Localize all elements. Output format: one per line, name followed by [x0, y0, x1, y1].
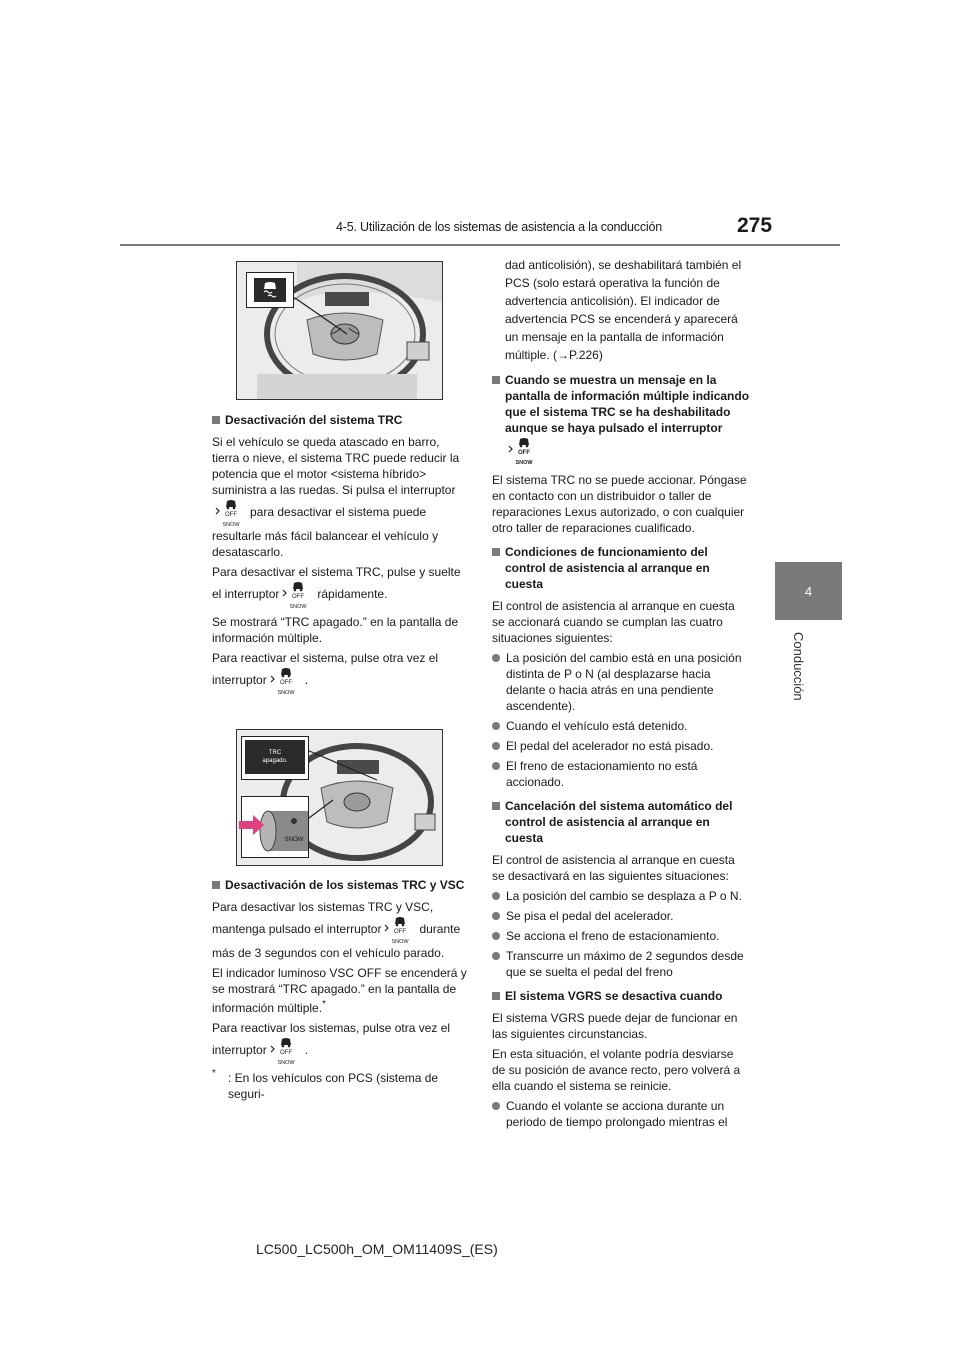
heading-trc-vsc-off: Desactivación de los sistemas TRC y VSC [212, 877, 468, 893]
chapter-number: 4 [804, 583, 813, 599]
figure-dashboard-trc-off-message [236, 729, 443, 866]
paragraph: Para desactivar los sistemas TRC y VSC, mantenga pulsado el interruptor durante más de 3 segundos con el vehículo parado. [212, 900, 461, 960]
trc-label: TRC [268, 750, 282, 756]
paragraph: Se mostrará “TRC apagado.” en la pantalla de información múltiple. [212, 615, 459, 645]
paragraph: El indicador luminoso VSC OFF se encenderá y se mostrará “TRC apagado.” en la pantalla de información múltiple.* [212, 966, 467, 1015]
chapter-label: Conducción [791, 632, 806, 701]
paragraph: Para reactivar el sistema, pulse otra vez el interruptor . [212, 650, 468, 696]
paragraph: Si el vehículo se queda atascado en barro, tierra o nieve, el sistema TRC puede reducir la potencia que el motor <sistema híbrido> suministra a las ruedas. Si pulsa el interruptorpara desactivar el sistema puede resultarle más fácil balancear el vehículo y desatascarlo. [212, 435, 460, 559]
trc-off-snow-switch-icon [384, 915, 416, 945]
paragraph: El sistema VGRS puede dejar de funcionar en las siguientes circunstancias. [492, 1011, 738, 1041]
trc-off-snow-switch-icon [508, 436, 540, 466]
paragraph: En esta situación, el volante podría desviarse de su posición de avance recto, pero volverá a ella cuando el sistema se reinicie. [492, 1047, 741, 1093]
list-item: Se pisa el pedal del acelerador. [492, 908, 750, 924]
trc-off-snow-switch-icon [270, 666, 302, 696]
list-item: Transcurre un máximo de 2 segundos desde que se suelta el pedal del freno [492, 948, 750, 980]
page-number: 275 [737, 214, 773, 237]
heading-hill-start-conditions: Condiciones de funcionamiento del control de asistencia al arranque en cuesta [492, 544, 750, 592]
paragraph: Para reactivar los sistemas, pulse otra vez el interruptor . [212, 1020, 468, 1066]
trc-off-snow-switch-icon [282, 580, 314, 610]
trc-off-snow-switch-icon [215, 498, 247, 528]
arrow-right-icon [239, 814, 265, 836]
list-item: Cuando el volante se acciona durante un periodo de tiempo prolongado mientras el [492, 1098, 750, 1130]
multi-info-display-callout [241, 736, 309, 780]
heading-trc-off: Desactivación del sistema TRC [212, 412, 468, 428]
trc-indicator-callout [246, 272, 294, 308]
slip-indicator-icon [260, 281, 280, 299]
footnote-marker: * [322, 999, 326, 1010]
list-item: La posición del cambio se desplaza a P o N. [492, 888, 750, 904]
heading-vgrs-off: El sistema VGRS se desactiva cuando [492, 988, 750, 1004]
left-column-top [212, 404, 468, 700]
chapter-tab[interactable] [775, 562, 842, 620]
paragraph: El control de asistencia al arranque en cuesta se accionará cuando se cumplan las cuatro situaciones siguientes: [492, 599, 735, 645]
list-item: Se acciona el freno de estacionamiento. [492, 928, 750, 944]
header-rule [120, 244, 840, 246]
trc-off-label: apagado. [262, 758, 288, 764]
heading-trc-disabled-message: Cuando se muestra un mensaje en la pantalla de información múltiple indicando que el sistema TRC se ha deshabilitado aunque se haya pulsado el interruptor [492, 372, 750, 466]
paragraph: El sistema TRC no se puede accionar. Póngase en contacto con un distribuidor o taller de reparaciones Lexus autorizado, o con cualquier otro taller de reparaciones cualificado. [492, 473, 747, 535]
paragraph: dad anticolisión), se deshabilitará también el PCS (solo estará operativa la función de advertencia anticolisión). El indicador de advertencia PCS se encenderá y aparecerá un mensaje en la pantalla de información múltiple. (→P.226) [505, 258, 742, 362]
heading-hill-start-cancel: Cancelación del sistema automático del control de asistencia al arranque en cuesta [492, 798, 750, 846]
list-item: El pedal del acelerador no está pisado. [492, 738, 750, 754]
list-item: Cuando el vehículo está detenido. [492, 718, 750, 734]
list-item: El freno de estacionamiento no está accionado. [492, 758, 750, 790]
svg-text:SNOW: SNOW [284, 837, 304, 843]
footnote: * : En los vehículos con PCS (sistema de seguri- [212, 1068, 439, 1101]
list-item: La posición del cambio está en una posición distinta de P o N (al desplazarse hacia delante o hacia atrás en una pendiente ascendente). [492, 650, 750, 714]
paragraph: El control de asistencia al arranque en cuesta se desactivará en las siguientes situaciones: [492, 853, 735, 883]
left-column-bottom [212, 869, 468, 1106]
document-id: LC500_LC500h_OM_OM11409S_(ES) [256, 1241, 498, 1257]
section-title: 4-5. Utilización de los sistemas de asistencia a la conducción [336, 220, 662, 234]
figure-dashboard-trc-indicator [236, 261, 443, 400]
paragraph: Para desactivar el sistema TRC, pulse y suelte el interruptor rápidamente. [212, 564, 468, 610]
right-column [492, 256, 750, 1134]
trc-off-snow-switch-icon [270, 1036, 302, 1066]
